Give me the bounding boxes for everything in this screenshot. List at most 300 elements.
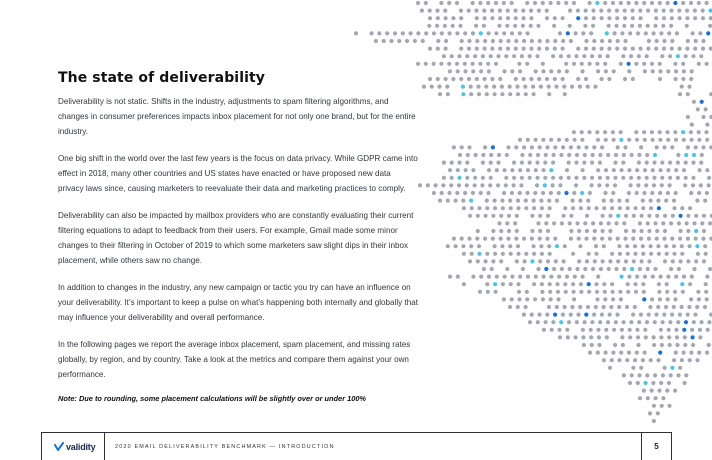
map-dot	[570, 305, 574, 309]
map-dot	[374, 39, 378, 43]
map-dot	[707, 176, 711, 180]
map-dot	[631, 237, 635, 241]
map-dot	[439, 62, 443, 66]
map-dot	[441, 183, 445, 187]
map-dot	[679, 259, 683, 263]
map-dot	[686, 214, 690, 218]
map-dot	[474, 9, 478, 13]
paragraph-data-privacy: One big shift in the world over the last few years is the focus on data privacy. While GDPR came into effect in 2018, many other countries and US states have enacted or have proposed new data privacy laws since, causing marketers to reevaluate their data and marketing practices to comply.	[58, 154, 418, 193]
map-dot	[476, 214, 480, 218]
map-dot	[467, 39, 471, 43]
map-dot	[646, 221, 650, 225]
map-dot	[646, 267, 650, 271]
map-dot	[674, 69, 678, 73]
map-dot	[696, 290, 700, 294]
map-dot	[701, 9, 705, 13]
map-dot	[578, 305, 582, 309]
map-dot	[536, 221, 540, 225]
map-dot	[479, 31, 483, 35]
map-dot	[601, 259, 605, 263]
map-dot	[618, 290, 622, 294]
map-dot	[592, 237, 596, 241]
map-dot	[529, 9, 533, 13]
map-dot	[549, 1, 553, 5]
map-dot	[534, 275, 538, 279]
map-dot	[491, 229, 495, 233]
map-dot	[602, 305, 606, 309]
map-dot	[566, 31, 570, 35]
map-dot	[542, 275, 546, 279]
map-dot	[618, 206, 622, 210]
map-dot	[613, 176, 617, 180]
map-dot	[689, 351, 693, 355]
map-dot	[536, 267, 540, 271]
map-dot	[532, 199, 536, 203]
map-dot	[455, 1, 459, 5]
map-dot	[501, 282, 505, 286]
map-dot	[479, 69, 483, 73]
map-dot	[705, 62, 709, 66]
map-dot	[483, 47, 487, 51]
map-dot	[436, 39, 440, 43]
map-dot	[479, 191, 483, 195]
map-dot	[658, 297, 662, 301]
map-dot	[470, 252, 474, 256]
map-dot	[602, 358, 606, 362]
map-dot	[541, 1, 545, 5]
map-dot	[603, 62, 607, 66]
map-dot	[574, 31, 578, 35]
map-dot	[606, 153, 610, 157]
map-dot	[565, 328, 569, 332]
map-dot	[547, 199, 551, 203]
map-dot	[688, 358, 692, 362]
map-dot	[428, 16, 432, 20]
map-dot	[633, 252, 637, 256]
map-dot	[634, 1, 638, 5]
map-dot	[473, 54, 477, 58]
map-dot	[619, 351, 623, 355]
map-dot	[595, 1, 599, 5]
map-dot	[454, 244, 458, 248]
map-dot	[461, 199, 465, 203]
map-dot	[518, 69, 522, 73]
map-dot	[473, 183, 477, 187]
map-dot	[525, 297, 529, 301]
map-dot	[663, 229, 667, 233]
map-dot	[607, 221, 611, 225]
map-dot	[557, 138, 561, 142]
map-dot	[693, 47, 697, 51]
map-dot	[469, 85, 473, 89]
map-dot	[633, 282, 637, 286]
map-dot	[678, 237, 682, 241]
map-dot	[562, 85, 566, 89]
map-dot	[587, 282, 591, 286]
map-dot	[545, 39, 549, 43]
map-dot	[545, 16, 549, 20]
map-dot	[510, 168, 514, 172]
map-dot	[658, 130, 662, 134]
map-dot	[660, 183, 664, 187]
map-dot	[543, 176, 547, 180]
map-dot	[483, 16, 487, 20]
map-dot	[660, 161, 664, 165]
map-dot	[534, 138, 538, 142]
map-dot	[504, 54, 508, 58]
map-dot	[629, 320, 633, 324]
paragraph-mailbox-providers: Deliverability can also be impacted by mailbox providers who are constantly evaluating their current filtering equations to adapt to feedback from their users. For example, Gmail made some minor changes to their filtering in October of 2019 to which some marketers saw slight dips in their inbox placement, while others saw no change.	[58, 211, 414, 265]
map-dot	[619, 62, 623, 66]
map-dot	[583, 153, 587, 157]
map-dot	[513, 24, 517, 28]
map-dot	[682, 351, 686, 355]
map-dot	[659, 335, 663, 339]
map-dot	[471, 62, 475, 66]
map-dot	[557, 275, 561, 279]
map-dot	[666, 275, 670, 279]
map-dot	[490, 77, 494, 81]
footer-divider	[104, 433, 105, 460]
map-dot	[700, 221, 704, 225]
map-dot	[456, 168, 460, 172]
map-dot	[546, 229, 550, 233]
map-dot	[635, 138, 639, 142]
map-dot	[649, 358, 653, 362]
map-dot	[655, 237, 659, 241]
map-dot	[643, 69, 647, 73]
map-dot	[551, 161, 555, 165]
map-dot	[653, 153, 657, 157]
map-dot	[693, 9, 697, 13]
map-dot	[594, 252, 598, 256]
map-dot	[691, 54, 695, 58]
map-dot	[463, 62, 467, 66]
map-dot	[617, 305, 621, 309]
map-dot	[550, 328, 554, 332]
map-dot	[421, 39, 425, 43]
map-dot	[689, 1, 693, 5]
map-dot	[678, 92, 682, 96]
map-dot	[600, 313, 604, 317]
map-dot	[675, 31, 679, 35]
map-dot	[547, 244, 551, 248]
map-dot	[604, 351, 608, 355]
map-dot	[557, 328, 561, 332]
map-dot	[482, 24, 486, 28]
map-dot	[650, 389, 654, 393]
map-dot	[520, 176, 524, 180]
map-dot	[436, 16, 440, 20]
map-dot	[703, 305, 707, 309]
map-dot	[642, 290, 646, 294]
map-dot	[481, 161, 485, 165]
map-dot	[574, 183, 578, 187]
map-dot	[491, 237, 495, 241]
map-dot	[528, 54, 532, 58]
map-dot	[504, 183, 508, 187]
map-dot	[582, 54, 586, 58]
map-dot	[531, 85, 535, 89]
map-dot	[448, 31, 452, 35]
map-dot	[597, 343, 601, 347]
map-dot	[530, 145, 534, 149]
map-dot	[650, 191, 654, 195]
map-dot	[572, 1, 576, 5]
map-dot	[669, 9, 673, 13]
map-dot	[626, 206, 630, 210]
map-dot	[397, 39, 401, 43]
map-dot	[479, 275, 483, 279]
map-dot	[422, 85, 426, 89]
map-dot	[583, 221, 587, 225]
map-dot	[509, 206, 513, 210]
map-dot	[674, 191, 678, 195]
map-dot	[548, 206, 552, 210]
map-dot	[682, 328, 686, 332]
map-dot	[708, 267, 712, 271]
map-dot	[576, 16, 580, 20]
map-dot	[568, 267, 572, 271]
map-dot	[649, 252, 653, 256]
map-dot	[568, 24, 572, 28]
map-dot	[649, 206, 653, 210]
map-dot	[490, 47, 494, 51]
map-dot	[529, 16, 533, 20]
map-dot	[673, 290, 677, 294]
map-dot	[622, 320, 626, 324]
map-dot	[648, 305, 652, 309]
map-dot	[413, 39, 417, 43]
map-dot	[611, 351, 615, 355]
map-dot	[587, 130, 591, 134]
map-dot	[581, 335, 585, 339]
map-dot	[620, 328, 624, 332]
map-dot	[541, 138, 545, 142]
map-dot	[556, 297, 560, 301]
map-dot	[491, 39, 495, 43]
map-dot	[525, 62, 529, 66]
map-dot	[514, 39, 518, 43]
map-dot	[494, 290, 498, 294]
map-dot	[455, 62, 459, 66]
map-dot	[564, 191, 568, 195]
map-dot	[691, 176, 695, 180]
rounding-note: Note: Due to rounding, some placement calculations will be slightly over or under 100%	[58, 394, 367, 403]
map-dot	[591, 24, 595, 28]
map-dot	[613, 161, 617, 165]
map-dot	[655, 214, 659, 218]
map-dot	[577, 145, 581, 149]
map-dot	[471, 31, 475, 35]
map-dot	[539, 199, 543, 203]
map-dot	[567, 176, 571, 180]
map-dot	[600, 237, 604, 241]
map-dot	[594, 206, 598, 210]
map-dot	[578, 244, 582, 248]
map-dot	[459, 77, 463, 81]
map-dot	[626, 252, 630, 256]
map-dot	[647, 229, 651, 233]
map-dot	[658, 69, 662, 73]
map-dot	[529, 47, 533, 51]
map-dot	[662, 47, 666, 51]
map-dot	[554, 259, 558, 263]
map-dot	[590, 161, 594, 165]
map-dot	[611, 191, 615, 195]
map-dot	[685, 9, 689, 13]
map-dot	[701, 16, 705, 20]
map-dot	[637, 320, 641, 324]
map-dot	[461, 244, 465, 248]
map-dot	[576, 313, 580, 317]
map-dot	[536, 153, 540, 157]
map-dot	[627, 138, 631, 142]
map-dot	[491, 145, 495, 149]
map-dot	[517, 62, 521, 66]
map-dot	[471, 69, 475, 73]
map-dot	[681, 290, 685, 294]
map-dot	[584, 237, 588, 241]
map-dot	[597, 335, 601, 339]
map-dot	[494, 31, 498, 35]
map-dot	[573, 138, 577, 142]
map-dot	[632, 229, 636, 233]
map-dot	[607, 24, 611, 28]
map-dot	[522, 16, 526, 20]
map-dot	[666, 168, 670, 172]
map-dot	[478, 62, 482, 66]
map-dot	[623, 145, 627, 149]
map-dot	[428, 9, 432, 13]
map-dot	[600, 77, 604, 81]
map-dot	[452, 237, 456, 241]
map-dot	[409, 31, 413, 35]
map-dot	[662, 313, 666, 317]
map-dot	[444, 47, 448, 51]
map-dot	[615, 16, 619, 20]
map-dot	[541, 69, 545, 73]
map-dot	[585, 229, 589, 233]
map-dot	[456, 69, 460, 73]
map-dot	[503, 168, 507, 172]
map-dot	[674, 328, 678, 332]
map-dot	[593, 259, 597, 263]
map-dot	[674, 77, 678, 81]
map-dot	[520, 161, 524, 165]
map-dot	[476, 229, 480, 233]
map-dot	[578, 199, 582, 203]
map-dot	[530, 259, 534, 263]
map-dot	[501, 206, 505, 210]
map-dot	[449, 183, 453, 187]
map-dot	[681, 1, 685, 5]
map-dot	[663, 259, 667, 263]
map-dot	[541, 62, 545, 66]
map-dot	[698, 31, 702, 35]
map-dot	[614, 153, 618, 157]
map-dot	[526, 31, 530, 35]
map-dot	[485, 92, 489, 96]
map-dot	[608, 313, 612, 317]
map-dot	[666, 69, 670, 73]
map-dot	[580, 62, 584, 66]
map-dot	[674, 351, 678, 355]
map-dot	[638, 396, 642, 400]
map-dot	[508, 305, 512, 309]
map-dot	[705, 351, 709, 355]
map-dot	[532, 92, 536, 96]
map-dot	[454, 199, 458, 203]
map-dot	[631, 16, 635, 20]
map-dot	[642, 389, 646, 393]
map-dot	[455, 191, 459, 195]
map-dot	[684, 153, 688, 157]
map-dot	[607, 77, 611, 81]
map-dot	[658, 351, 662, 355]
map-dot	[532, 244, 536, 248]
map-dot	[493, 206, 497, 210]
map-dot	[438, 92, 442, 96]
map-dot	[503, 275, 507, 279]
paragraph-following-pages: In the following pages we report the average inbox placement, spam placement, and missing rates globally, by region, and by country. Take a look at the metrics and compare them against your own performance.	[58, 340, 411, 379]
map-dot	[647, 237, 651, 241]
map-dot	[483, 237, 487, 241]
map-dot	[691, 161, 695, 165]
map-dot	[468, 259, 472, 263]
map-dot	[438, 199, 442, 203]
map-dot	[572, 62, 576, 66]
map-dot	[699, 54, 703, 58]
map-dot	[575, 267, 579, 271]
map-dot	[494, 1, 498, 5]
map-dot	[619, 297, 623, 301]
map-dot	[525, 191, 529, 195]
map-dot	[692, 221, 696, 225]
map-dot	[645, 176, 649, 180]
map-dot	[645, 161, 649, 165]
map-dot	[446, 92, 450, 96]
map-dot	[514, 16, 518, 20]
map-dot	[594, 244, 598, 248]
map-dot	[563, 244, 567, 248]
map-dot	[482, 267, 486, 271]
map-dot	[628, 328, 632, 332]
map-dot	[618, 252, 622, 256]
map-dot	[650, 130, 654, 134]
map-dot	[635, 275, 639, 279]
map-dot	[631, 77, 635, 81]
map-dot	[516, 305, 520, 309]
map-dot	[596, 275, 600, 279]
map-dot	[542, 328, 546, 332]
map-dot	[589, 328, 593, 332]
map-dot	[591, 221, 595, 225]
map-dot	[643, 328, 647, 332]
map-dot	[603, 130, 607, 134]
map-dot	[685, 47, 689, 51]
map-dot	[518, 138, 522, 142]
map-dot	[653, 373, 657, 377]
map-dot	[538, 259, 542, 263]
map-dot	[667, 335, 671, 339]
map-dot	[638, 24, 642, 28]
map-dot	[544, 153, 548, 157]
map-dot	[639, 16, 643, 20]
map-dot	[700, 153, 704, 157]
map-dot	[536, 320, 540, 324]
validity-logo	[54, 442, 100, 452]
